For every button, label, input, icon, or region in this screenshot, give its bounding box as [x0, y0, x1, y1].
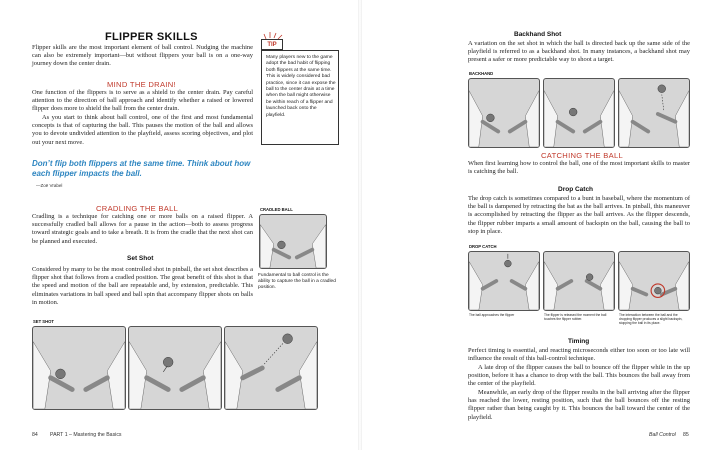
cradling-paragraph: Cradling is a technique for catching one or more balls on a raised flipper. A successfully cradled ball allows for a pause in the action—both to assess progress toward strategic goals and to take a breath. It is from the cradle that the next shot can be planned and executed. — [32, 213, 253, 245]
drop-catch-paragraph: The drop catch is sometimes compared to a bunt in baseball, where the momentum of the ball is dampened by retracting the bat as the ball arrives. In pinball, this maneuver is accomplished by retracting the flipper as the ball arrives. As the flipper descends, the flipper rubber imparts a small amount of backspin on the ball, causing the ball to stop in place. — [468, 195, 690, 235]
cradling-heading: CRADLING THE BALL — [96, 204, 179, 213]
timing-paragraph-1: Perfect timing is essential, and reacting microseconds either too soon or too late will influence the result of this ball-control technique. — [468, 347, 690, 363]
backhand-figure-3 — [618, 78, 690, 148]
backhand-figure-1 — [468, 78, 540, 148]
mind-drain-heading: MIND THE DRAIN! — [107, 80, 176, 89]
catching-paragraph: When first learning how to control the ball, one of the most important skills to master is catching the ball. — [468, 160, 690, 176]
catching-heading: CATCHING THE BALL — [541, 151, 624, 160]
drop-catch-caption-1: The ball approaches the flipper — [469, 313, 515, 317]
folio-part-title: PART 1 – Mastering the Basics — [50, 432, 122, 438]
backhand-heading: Backhand Shot — [514, 31, 562, 38]
backhand-label: BACKHAND — [469, 71, 494, 76]
timing-paragraph-3: Meanwhile, an early drop of the flipper results in the ball arriving after the flipper has reached the lower, resting position, such that the ball bounces off the resting flipper rather than being caught by it. This bounces the ball toward the center of the playfield. — [468, 389, 690, 421]
folio-chapter-title: Ball Control — [649, 432, 676, 438]
timing-paragraph-2: A late drop of the flipper causes the ball to bounce off the flipper while in the up position, before it has a chance to drop with the ball. This bounces the ball away from the center of the playfield. — [468, 364, 690, 388]
folio-page-number: 84 — [32, 432, 38, 438]
drop-catch-caption-3: The interaction between the ball and the dropping flipper produces a slight backspin, stopping the ball in its place. — [619, 313, 683, 325]
drop-catch-label: DROP CATCH — [469, 244, 497, 249]
backhand-figure-2 — [543, 78, 615, 148]
timing-heading: Timing — [568, 338, 590, 345]
intro-paragraph: Flipper skills are the most important element of ball control. Nudging the machine can also be extremely important—but without flippers your ball is on a one-way journey down the center drain. — [32, 44, 253, 68]
pull-quote-attribution: —Zoë Vrabel — [36, 183, 63, 188]
drop-catch-heading: Drop Catch — [558, 186, 594, 193]
tip-label: TIP — [261, 39, 283, 50]
set-shot-figure-2 — [128, 326, 222, 410]
right-page — [360, 0, 720, 450]
drop-catch-figure-2 — [543, 251, 615, 311]
drop-catch-figure-3 — [618, 251, 690, 311]
tip-box — [261, 42, 339, 145]
drop-catch-caption-2: The flipper is released the moment the ball touches the flipper rubber. — [544, 313, 607, 321]
set-shot-label: SET SHOT — [33, 319, 54, 324]
cradled-ball-label: CRADLED BALL — [260, 207, 293, 212]
set-shot-paragraph: Considered by many to be the most controlled shot in pinball, the set shot describes a flipper shot that follows from a cradled position. The great benefit of this shot is that the speed and motion of the ball are repeatable and, by extension, predictable. This eliminates variations in ball speed and ball spin that accompany flipper shots on balls in motion. — [32, 266, 253, 306]
pull-quote: Don’t flip both flippers at the same time. Think about how each flipper impacts the ball. — [32, 159, 251, 178]
backhand-paragraph: A variation on the set shot in which the ball is directed back up the same side of the playfield is referred to as a backhand shot. In many instances, a backhand shot may present a safer or more predictable way to shoot a target. — [468, 40, 690, 64]
mind-drain-paragraph-2: As you start to think about ball control, one of the first and most fundamental concepts is that of capturing the ball. This pauses the motion of the ball and allows you to devote undivided attention to the playfield, assess scoring objectives, and plot out your next move. — [32, 114, 253, 146]
cradled-ball-figure — [259, 214, 327, 269]
mind-drain-paragraph-1: One function of the flippers is to serve as a shield to the center drain. Pay careful attention to the direction of ball approach and identify whether a raised or lowered flipper does more to shield the ball from the center drain. — [32, 89, 253, 113]
tip-burst-icon — [262, 30, 286, 40]
tip-text: Many players new to the game adopt the bad habit of flipping both flippers at the same time. This is widely considered bad practice, since it can expose the ball to the center drain at a time when the ball might otherwise be within reach of a flipper and launched back onto the playfield. — [266, 55, 336, 118]
cradled-ball-caption: Fundamental to ball control is the ability to capture the ball in a cradled position. — [258, 273, 336, 290]
section-title: FLIPPER SKILLS — [105, 31, 198, 43]
set-shot-figure-1 — [32, 326, 126, 410]
folio-page-number-right: 85 — [683, 432, 689, 438]
set-shot-heading: Set Shot — [127, 255, 154, 262]
drop-catch-figure-1 — [468, 251, 540, 311]
set-shot-figure-3 — [224, 326, 318, 410]
